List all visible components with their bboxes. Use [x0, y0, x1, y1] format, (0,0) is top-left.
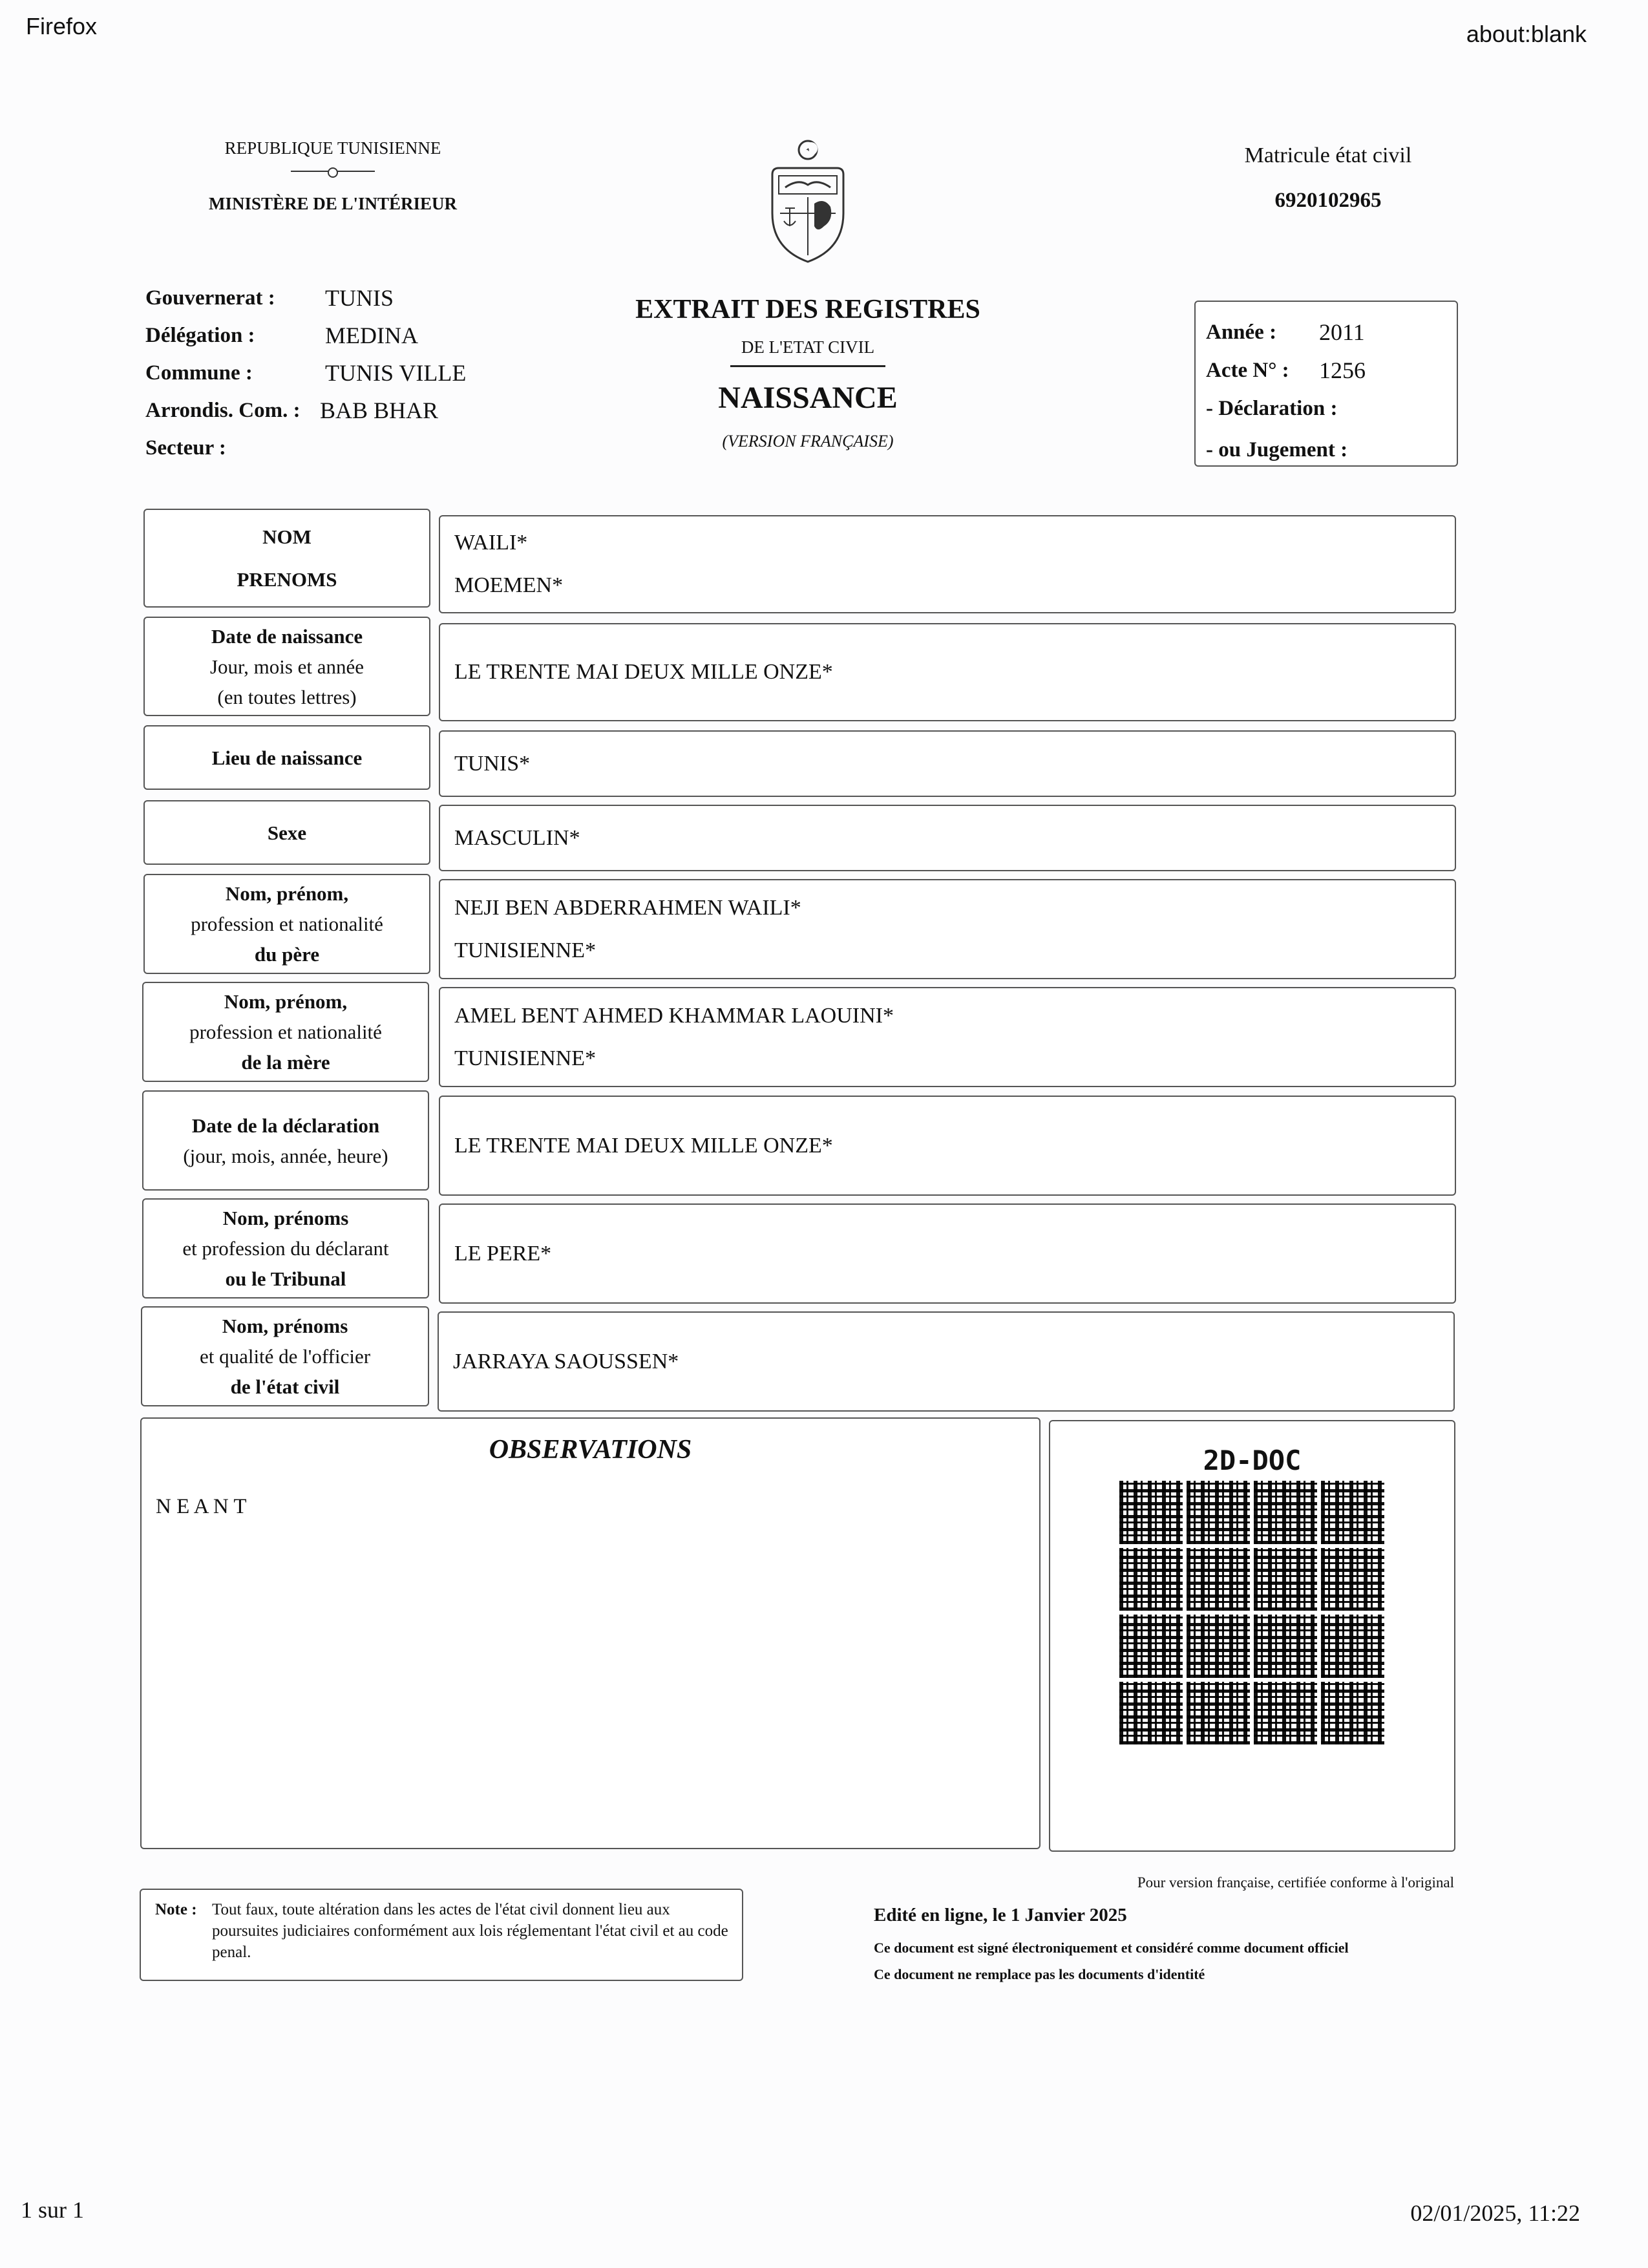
- observations-box: [140, 1417, 1041, 1849]
- note-label: Note :: [155, 1901, 197, 1918]
- officier-label: Nom, prénoms: [222, 1315, 348, 1337]
- mere-label: Nom, prénom,: [224, 990, 348, 1013]
- gouvernerat-label: Gouvernerat :: [145, 286, 275, 310]
- gouvernerat-value: TUNIS: [325, 285, 394, 311]
- prenoms-label: PRENOMS: [237, 567, 337, 591]
- code-title: 2D-DOC: [1203, 1445, 1302, 1476]
- matricule-value: 6920102965: [1274, 189, 1382, 212]
- mere-note: de la mère: [241, 1051, 330, 1074]
- mere-nationality-value: TUNISIENNE*: [454, 1046, 597, 1070]
- acte-value: 1256: [1319, 357, 1366, 383]
- date-naissance-value-box: [439, 623, 1456, 721]
- pere-label-box: [143, 874, 430, 974]
- header-divider: [291, 171, 375, 172]
- delegation-value: MEDINA: [325, 323, 418, 348]
- page-counter: 1 sur 1: [21, 2197, 84, 2223]
- matricule-label: Matricule état civil: [1244, 143, 1412, 167]
- declarant-label: Nom, prénoms: [222, 1207, 349, 1229]
- date-naissance-label-box: [143, 617, 430, 716]
- declaration-date-value: LE TRENTE MAI DEUX MILLE ONZE*: [454, 1133, 833, 1158]
- nom-value-box: [439, 515, 1456, 613]
- mere-value-box: [439, 987, 1456, 1087]
- commune-label: Commune :: [145, 361, 253, 385]
- pere-label: Nom, prénom,: [225, 882, 349, 905]
- arrondis-label: Arrondis. Com. :: [145, 399, 301, 422]
- pere-nationality-value: TUNISIENNE*: [454, 938, 597, 962]
- declaration-label: - Déclaration :: [1206, 397, 1338, 420]
- note-text: Tout faux, toute altération dans les actes de l'état civil donnent lieu aux poursuites judiciaires conformément aux lois réglementant l'état civil et au code penal.: [212, 1901, 728, 1961]
- date-naissance-note: (en toutes lettres): [217, 685, 357, 708]
- mere-label-box: [142, 982, 429, 1082]
- republic-label: REPUBLIQUE TUNISIENNE: [224, 138, 441, 158]
- title-extrait: EXTRAIT DES REGISTRES: [635, 295, 980, 324]
- declarant-value: LE PERE*: [454, 1241, 552, 1266]
- annee-label: Année :: [1206, 321, 1277, 344]
- acte-box: [1194, 301, 1458, 467]
- observations-title: OBSERVATIONS: [489, 1435, 692, 1465]
- declaration-date-label-box: [142, 1090, 429, 1191]
- pere-name-value: NEJI BEN ABDERRAHMEN WAILI*: [454, 895, 801, 920]
- sexe-value: MASCULIN*: [454, 825, 580, 850]
- declarant-note: ou le Tribunal: [225, 1267, 346, 1290]
- officier-value-box: [438, 1311, 1455, 1412]
- certified-note: Pour version française, certifiée conforme à l'original: [1137, 1874, 1454, 1891]
- browser-app-name: Firefox: [26, 13, 98, 39]
- nom-label-box: [143, 509, 430, 608]
- annee-value: 2011: [1319, 319, 1365, 345]
- jugement-label: - ou Jugement :: [1206, 438, 1348, 461]
- title-etat-civil: DE L'ETAT CIVIL: [741, 337, 875, 357]
- officier-label-box: [141, 1306, 429, 1406]
- code-box: [1049, 1420, 1455, 1852]
- date-naissance-value: LE TRENTE MAI DEUX MILLE ONZE*: [454, 660, 833, 684]
- declarant-label-box: [142, 1198, 429, 1298]
- declaration-date-label: Date de la déclaration: [191, 1114, 380, 1137]
- datamatrix-code-icon: [1119, 1481, 1384, 1744]
- divider-dot-icon: [328, 167, 338, 178]
- coat-of-arms-icon: [766, 136, 850, 265]
- date-naissance-sublabel: Jour, mois et année: [209, 655, 364, 678]
- pere-note: du père: [254, 943, 320, 966]
- pere-value-box: [439, 879, 1456, 979]
- lieu-label-box: [143, 725, 430, 790]
- delegation-label: Délégation :: [145, 324, 255, 347]
- title-divider: [730, 365, 885, 367]
- officier-note: de l'état civil: [230, 1375, 340, 1398]
- declaration-date-sublabel: (jour, mois, année, heure): [183, 1144, 388, 1167]
- browser-url: about:blank: [1466, 21, 1587, 47]
- title-version: (VERSION FRANÇAISE): [722, 432, 894, 450]
- declarant-value-box: [439, 1203, 1456, 1304]
- mere-name-value: AMEL BENT AHMED KHAMMAR LAOUINI*: [454, 1003, 894, 1028]
- declarant-sublabel: et profession du déclarant: [182, 1237, 389, 1260]
- secteur-label: Secteur :: [145, 436, 226, 460]
- mere-sublabel: profession et nationalité: [189, 1021, 382, 1043]
- pere-sublabel: profession et nationalité: [191, 913, 383, 935]
- print-datetime: 02/01/2025, 11:22: [1410, 2200, 1580, 2226]
- identity-note: Ce document ne remplace pas les documents d'identité: [874, 1966, 1205, 1982]
- location-block: [145, 279, 466, 467]
- lieu-value: TUNIS*: [454, 751, 531, 776]
- prenoms-value: MOEMEN*: [454, 573, 564, 597]
- ministry-label: MINISTÈRE DE L'INTÉRIEUR: [208, 194, 458, 213]
- sexe-value-box: [439, 805, 1456, 871]
- sexe-label: Sexe: [267, 821, 307, 844]
- title-naissance: NAISSANCE: [718, 381, 898, 415]
- officier-sublabel: et qualité de l'officier: [199, 1345, 371, 1368]
- sexe-label-box: [143, 800, 430, 865]
- officier-value: JARRAYA SAOUSSEN*: [453, 1349, 679, 1373]
- date-naissance-label: Date de naissance: [211, 624, 363, 648]
- note-box: [140, 1889, 743, 1981]
- nom-label: NOM: [262, 525, 312, 548]
- observations-text: N E A N T: [156, 1495, 247, 1518]
- lieu-value-box: [439, 730, 1456, 797]
- declaration-date-value-box: [439, 1096, 1456, 1196]
- signed-note: Ce document est signé électroniquement et considéré comme document officiel: [874, 1940, 1349, 1956]
- arrondis-value: BAB BHAR: [320, 397, 439, 423]
- nom-value: WAILI*: [454, 531, 528, 555]
- acte-label: Acte N° :: [1206, 359, 1289, 382]
- edited-online: Edité en ligne, le 1 Janvier 2025: [874, 1905, 1127, 1925]
- commune-value: TUNIS VILLE: [325, 360, 467, 386]
- lieu-label: Lieu de naissance: [211, 746, 363, 769]
